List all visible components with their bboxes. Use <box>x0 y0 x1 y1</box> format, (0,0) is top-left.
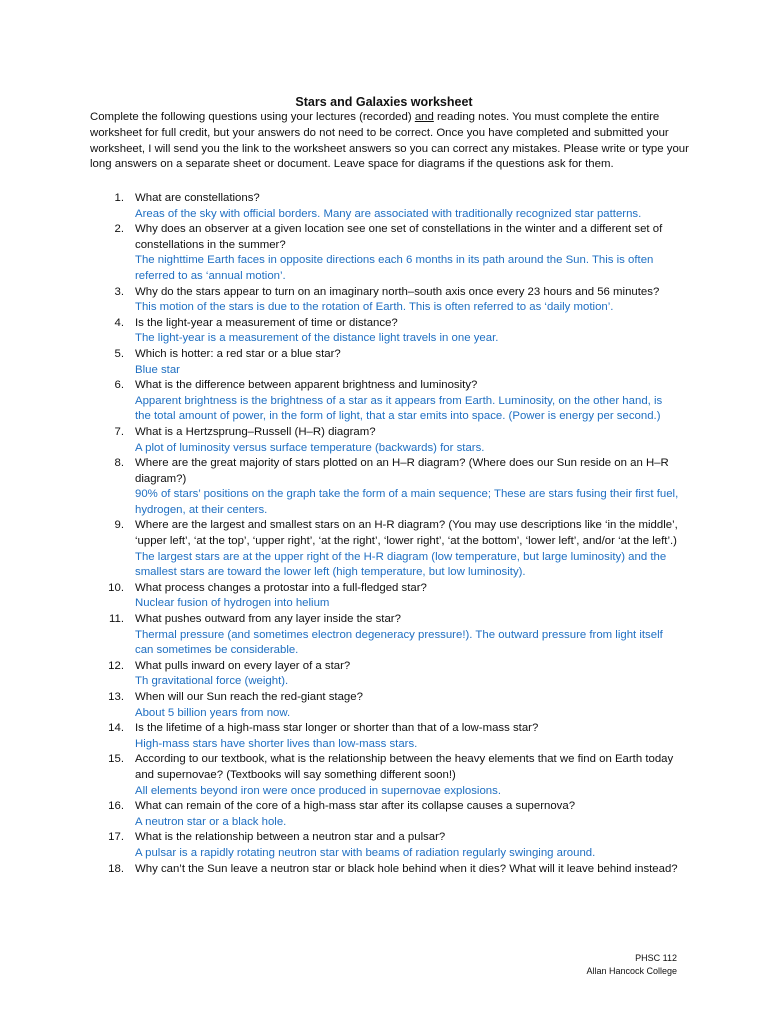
question-text: Why can’t the Sun leave a neutron star or black hole behind when it dies? What will it leave behind instead? <box>135 862 678 875</box>
question-text: What process changes a protostar into a full-fledged star? <box>135 581 427 594</box>
question-number: 13. <box>108 691 124 703</box>
worksheet-title: Stars and Galaxies worksheet <box>295 95 473 109</box>
question-item <box>0 690 768 721</box>
question-text: Which is hotter: a red star or a blue star? <box>135 347 341 360</box>
answer-text: About 5 billion years from now. <box>135 706 291 719</box>
question-number: 6. <box>114 379 124 392</box>
question-item <box>0 456 768 518</box>
answer-text: Th gravitational force (weight). <box>135 675 289 688</box>
question-text: What is the relationship between a neutron star and a pulsar? <box>135 831 446 844</box>
question-number: 9. <box>114 519 124 532</box>
question-text: Is the lifetime of a high-mass star longer or shorter than that of a low-mass star? <box>135 722 539 735</box>
question-text: Why do the stars appear to turn on an imaginary north–south axis once every 23 hours and 56 minutes? <box>135 285 660 298</box>
college-name: Allan Hancock College <box>586 966 677 976</box>
answer-text: Areas of the sky with official borders. Many are associated with traditionally recognized star patterns. <box>135 207 642 220</box>
question-item <box>0 752 768 799</box>
answer-text: A pulsar is a rapidly rotating neutron star with beams of radiation regularly swinging around. <box>135 846 596 859</box>
instructions-underlined-word: and <box>414 111 434 123</box>
question-number: 2. <box>114 223 124 236</box>
course-code: PHSC 112 <box>635 953 677 963</box>
answer-text: High-mass stars have shorter lives than low-mass stars. <box>135 737 418 750</box>
instructions-text-start: Complete the following questions using your lectures (recorded) <box>90 111 415 123</box>
question-text: According to our textbook, what is the relationship between the heavy elements that we find on Earth today and supernovae? (Textbooks will say something different soon!) <box>135 753 674 781</box>
question-item <box>0 659 768 690</box>
answer-text: Nuclear fusion of hydrogen into helium <box>135 597 330 610</box>
question-number: 18. <box>108 862 124 875</box>
question-text: Where are the largest and smallest stars on an H-R diagram? (You may use descriptions like ‘in the middle’, ‘upper left’, ‘at the top’, ‘upper right’, ‘at the right’, ‘lower right’, ‘at the bottom’, ‘lower left’, and/or ‘at the left’.) <box>135 519 678 548</box>
question-number: 4. <box>114 316 124 329</box>
question-number: 16. <box>108 800 124 813</box>
question-text: What are constellations? <box>135 192 260 204</box>
question-item <box>0 347 768 378</box>
instructions-text-end: reading notes. You must complete the entire worksheet for full credit, but your answers do not need to be correct. Once you have completed and submitted your worksheet, I will send you the link to the worksheet answers so you can correct any mistakes. Please write or type your long answers on a separate sheet or document. Leave space for diagrams if the questions ask for them. <box>90 111 689 171</box>
question-number: 12. <box>108 659 124 672</box>
question-item <box>0 862 768 878</box>
instructions-paragraph <box>90 110 690 173</box>
question-text: What pushes outward from any layer inside the star? <box>135 613 401 626</box>
question-list <box>0 191 768 877</box>
question-number: 5. <box>114 347 124 360</box>
answer-text: Apparent brightness is the brightness of a star as it appears from Earth. Luminosity, on the other hand, is the total amount of power, in the form of light, that a star emits into space. (Power is energy per second.) <box>135 394 663 423</box>
footer <box>586 952 677 978</box>
question-number: 11. <box>109 613 124 626</box>
question-item <box>0 799 768 830</box>
question-item <box>0 612 768 659</box>
answer-text: 90% of stars’ positions on the graph take the form of a main sequence; These are stars fusing their first fuel, hydrogen, at their centers. <box>135 488 679 516</box>
question-item <box>0 222 768 284</box>
question-number: 3. <box>114 285 124 298</box>
question-item <box>0 518 768 580</box>
question-number: 8. <box>114 457 124 470</box>
answer-text: Blue star <box>135 363 180 376</box>
question-item <box>0 378 768 425</box>
answer-text: The light-year is a measurement of the distance light travels in one year. <box>135 332 499 345</box>
question-item <box>0 830 768 861</box>
answer-text: The largest stars are at the upper right of the H-R diagram (low temperature, but large luminosity) and the smallest stars are toward the lower left (high temperature, but low luminosity). <box>135 550 667 579</box>
question-number: 7. <box>114 425 124 438</box>
question-number: 1. <box>114 192 124 204</box>
question-number: 10. <box>108 581 124 594</box>
question-text: Where are the great majority of stars plotted on an H–R diagram? (Where does our Sun reside on an H–R diagram?) <box>135 457 669 485</box>
question-number: 17. <box>108 831 124 844</box>
answer-text: A plot of luminosity versus surface temperature (backwards) for stars. <box>135 441 485 454</box>
question-number: 15. <box>108 753 124 766</box>
question-text: What is the difference between apparent brightness and luminosity? <box>135 379 478 392</box>
answer-text: A neutron star or a black hole. <box>135 815 287 828</box>
answer-text: Thermal pressure (and sometimes electron degeneracy pressure!). The outward pressure from light itself can sometimes be considerable. <box>135 628 663 657</box>
question-text: Why does an observer at a given location see one set of constellations in the winter and a different set of constellations in the summer? <box>135 223 663 251</box>
question-item <box>0 425 768 456</box>
question-text: What pulls inward on every layer of a star? <box>135 659 351 672</box>
question-item <box>0 191 768 222</box>
answer-text: This motion of the stars is due to the rotation of Earth. This is often referred to as ‘daily motion’. <box>135 301 614 314</box>
question-item <box>0 581 768 612</box>
answer-text: The nighttime Earth faces in opposite directions each 6 months in its path around the Sun. This is often referred to as ‘annual motion’. <box>135 254 654 282</box>
question-item <box>0 316 768 347</box>
question-text: Is the light-year a measurement of time or distance? <box>135 316 398 329</box>
question-number: 14. <box>108 722 124 735</box>
question-item <box>0 721 768 752</box>
question-text: What can remain of the core of a high-mass star after its collapse causes a supernova? <box>135 800 576 813</box>
question-text: When will our Sun reach the red-giant stage? <box>135 691 363 703</box>
question-text: What is a Hertzsprung–Russell (H–R) diagram? <box>135 425 376 438</box>
question-item <box>0 285 768 316</box>
answer-text: All elements beyond iron were once produced in supernovae explosions. <box>135 784 501 797</box>
